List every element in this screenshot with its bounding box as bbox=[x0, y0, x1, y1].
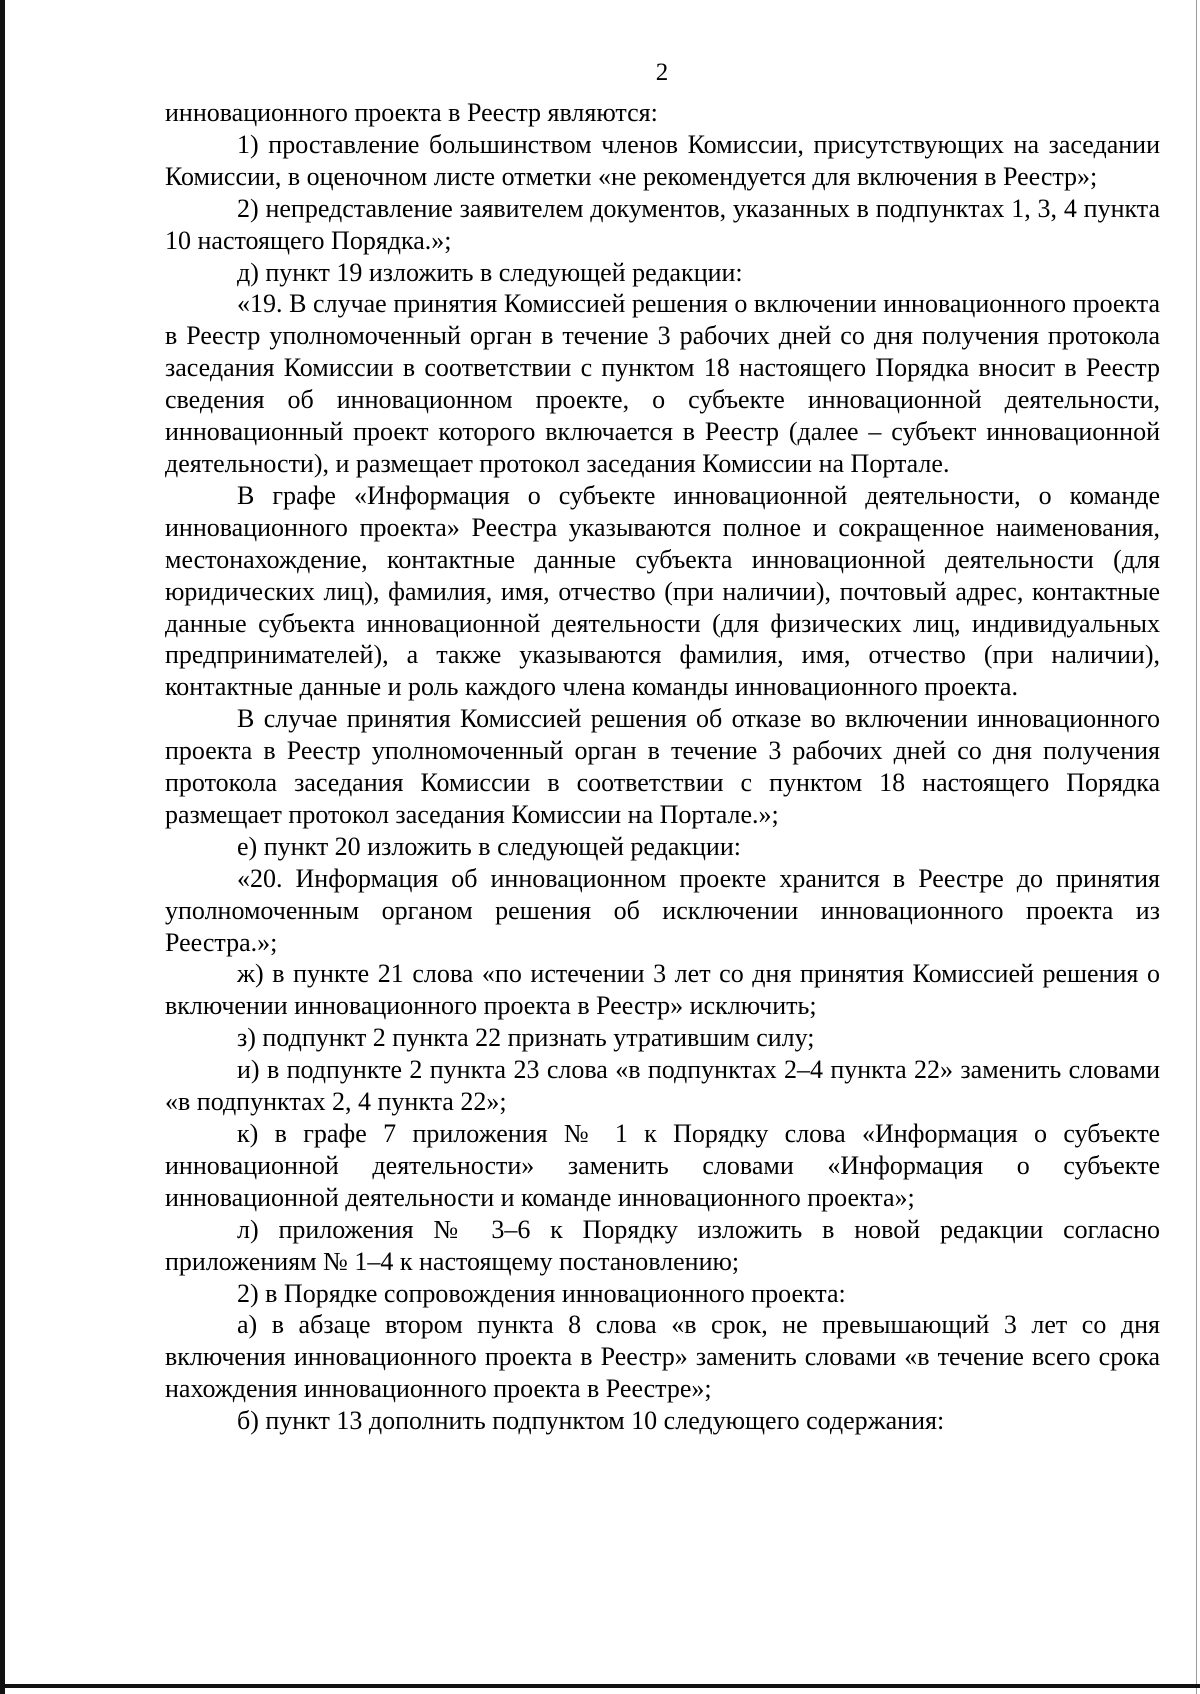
paragraph: 1) проставление большинством членов Комиссии, присутствующих на заседании Комиссии, в оценочном листе отметки «не рекомендуется для включения в Реестр»; bbox=[165, 129, 1160, 191]
paragraph: «19. В случае принятия Комиссией решения о включении инновационного проекта в Реестр уполномоченный орган в течение 3 рабочих дней со дня получения протокола заседания Комиссии в соответствии с пунктом 18 настоящего Порядка вносит в Реестр сведения об инновационном проекте, о субъекте инновационной деятельности, инновационный проект которого включается в Реестр (далее – субъект инновационной деятельности), и размещает протокол заседания Комиссии на Портале. bbox=[165, 289, 1160, 478]
paragraph: В графе «Информация о субъекте инновационной деятельности, о команде инновационного проекта» Реестра указываются полное и сокращенное наименования, местонахождение, контактные данные субъекта инновационной деятельности (для юридических лиц), фамилия, имя, отчество (при наличии), почтовый адрес, контактные данные субъекта инновационной деятельности (для физических лиц, индивидуальных предпринимателей), а также указываются фамилия, имя, отчество (при наличии), контактные данные и роль каждого члена команды инновационного проекта. bbox=[165, 480, 1160, 702]
paragraph: и) в подпункте 2 пункта 23 слова «в подпунктах 2–4 пункта 22» заменить словами «в подпунктах 2, 4 пункта 22»; bbox=[165, 1055, 1160, 1117]
paragraph: ж) в пункте 21 слова «по истечении 3 лет со дня принятия Комиссией решения о включении инновационного проекта в Реестр» исключить; bbox=[165, 959, 1160, 1021]
scan-edge-left bbox=[0, 0, 5, 1694]
paragraph: е) пункт 20 изложить в следующей редакции: bbox=[237, 831, 741, 861]
paragraph: 2) непредставление заявителем документов, указанных в подпунктах 1, 3, 4 пункта 10 настоящего Порядка.»; bbox=[165, 193, 1160, 255]
paragraph: инновационного проекта в Реестр являются: bbox=[165, 98, 658, 127]
paragraph: а) в абзаце втором пункта 8 слова «в срок, не превышающий 3 лет со дня включения инновационного проекта в Реестр» заменить словами «в течение всего срока нахождения инновационного проекта в Реестре»; bbox=[165, 1310, 1160, 1404]
paragraph: б) пункт 13 дополнить подпунктом 10 следующего содержания: bbox=[237, 1406, 945, 1436]
paragraph: д) пункт 19 изложить в следующей редакции: bbox=[237, 257, 743, 287]
paragraph: «20. Информация об инновационном проекте хранится в Реестре до принятия уполномоченным органом решения об исключении инновационного проекта из Реестра.»; bbox=[165, 863, 1160, 957]
paragraph: к) в графе 7 приложения № 1 к Порядку слова «Информация о субъекте инновационной деятельности» заменить словами «Информация о субъекте инновационной деятельности и команде инновационного проекта»; bbox=[165, 1119, 1160, 1212]
page-number: 2 bbox=[655, 59, 669, 86]
paragraph: л) приложения № 3–6 к Порядку изложить в новой редакции согласно приложениям № 1–4 к настоящему постановлению; bbox=[165, 1214, 1160, 1276]
scan-edge-right bbox=[1196, 0, 1197, 1694]
paragraph: з) подпункт 2 пункта 22 признать утратившим силу; bbox=[237, 1023, 815, 1053]
scan-edge-bottom bbox=[0, 1684, 1200, 1688]
paragraph: В случае принятия Комиссией решения об отказе во включении инновационного проекта в Реестр уполномоченный орган в течение 3 рабочих дней со дня получения протокола заседания Комиссии в соответствии с пунктом 18 настоящего Порядка размещает протокол заседания Комиссии на Портале.»; bbox=[165, 704, 1160, 829]
document-body bbox=[165, 97, 1160, 1437]
paragraph: 2) в Порядке сопровождения инновационного проекта: bbox=[237, 1278, 846, 1308]
